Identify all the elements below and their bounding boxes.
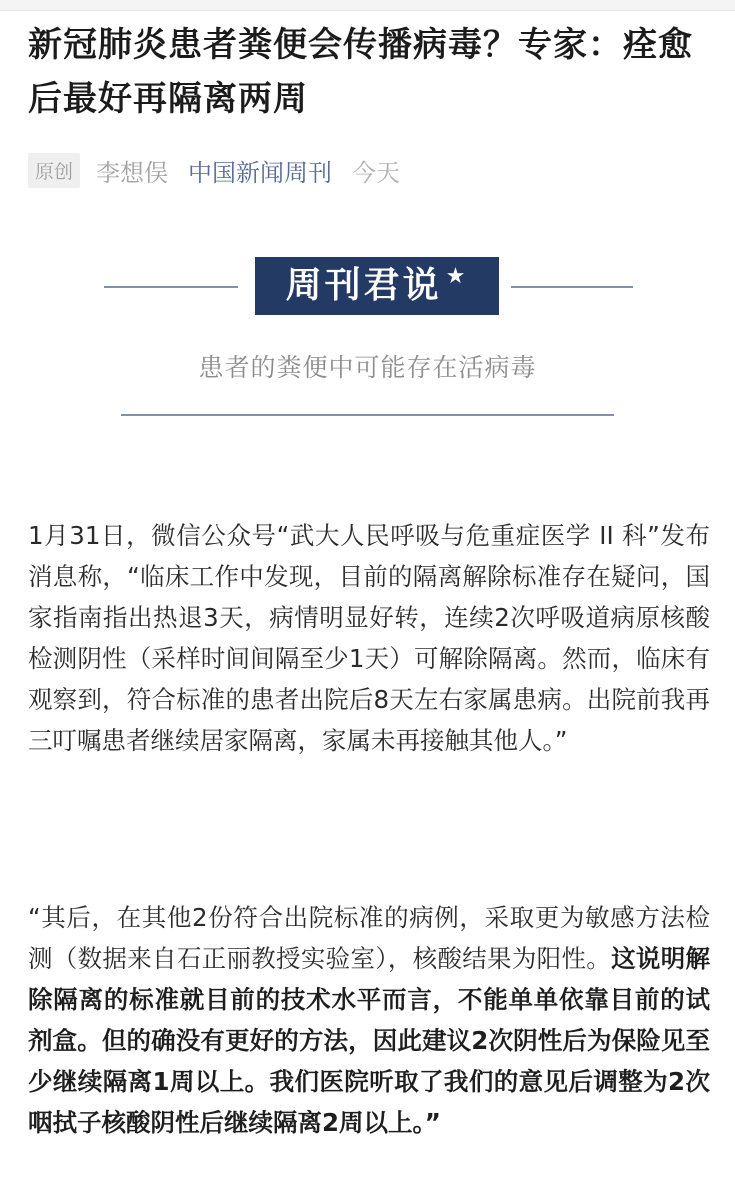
article-meta xyxy=(28,152,400,188)
article-subtitle: 患者的粪便中可能存在活病毒 xyxy=(198,353,537,382)
body-paragraph-1: 1月31日，微信公众号“武大人民呼吸与危重症医学 II 科”发布消息称，“临床工作中发现，目前的隔离解除标准存在疑问，国家指南指出热退3天，病情明显好转，连续2次呼吸道病原核酸检测阴性（采样时间间隔至少1天）可解除隔离。然而，临床有观察到，符合标准的患者出院后8天左右家属患病。出院前我再三叮嘱患者继续居家隔离，家属未再接触其他人。” xyxy=(28,521,710,755)
star-icon: ★ xyxy=(445,264,469,289)
banner-rule-left xyxy=(104,286,238,288)
banner-rule-right xyxy=(511,286,633,288)
body-paragraph-2 xyxy=(28,897,710,1143)
author-name: 李想俣 xyxy=(96,158,169,187)
account-link[interactable]: 中国新闻周刊 xyxy=(188,158,333,187)
article-title: 新冠肺炎患者粪便会传播病毒？专家：痊愈后最好再隔离两周 xyxy=(28,25,693,119)
paragraph-2-text: “其后，在其他2份符合出院标准的病例，采取更为敏感方法检测（数据来自石正丽教授实验室），核酸结果为阳性。 xyxy=(28,903,710,973)
publish-date: 今天 xyxy=(352,158,401,187)
paragraph-2-bold-text: 这说明解除隔离的标准就目前的技术水平而言，不能单单依靠目前的试剂盒。但的确没有更好的方法，因此建议2次阴性后为保险见至少继续隔离1周以上。我们医院听取了我们的意见后调整为2次咽拭子核酸阴性后继续隔离2周以上。” xyxy=(28,944,711,1137)
top-bar xyxy=(0,0,735,11)
column-banner xyxy=(255,257,499,315)
subtitle-rule xyxy=(121,414,614,416)
original-badge: 原创 xyxy=(28,153,80,188)
banner-label: 周刊君说 xyxy=(285,265,442,306)
